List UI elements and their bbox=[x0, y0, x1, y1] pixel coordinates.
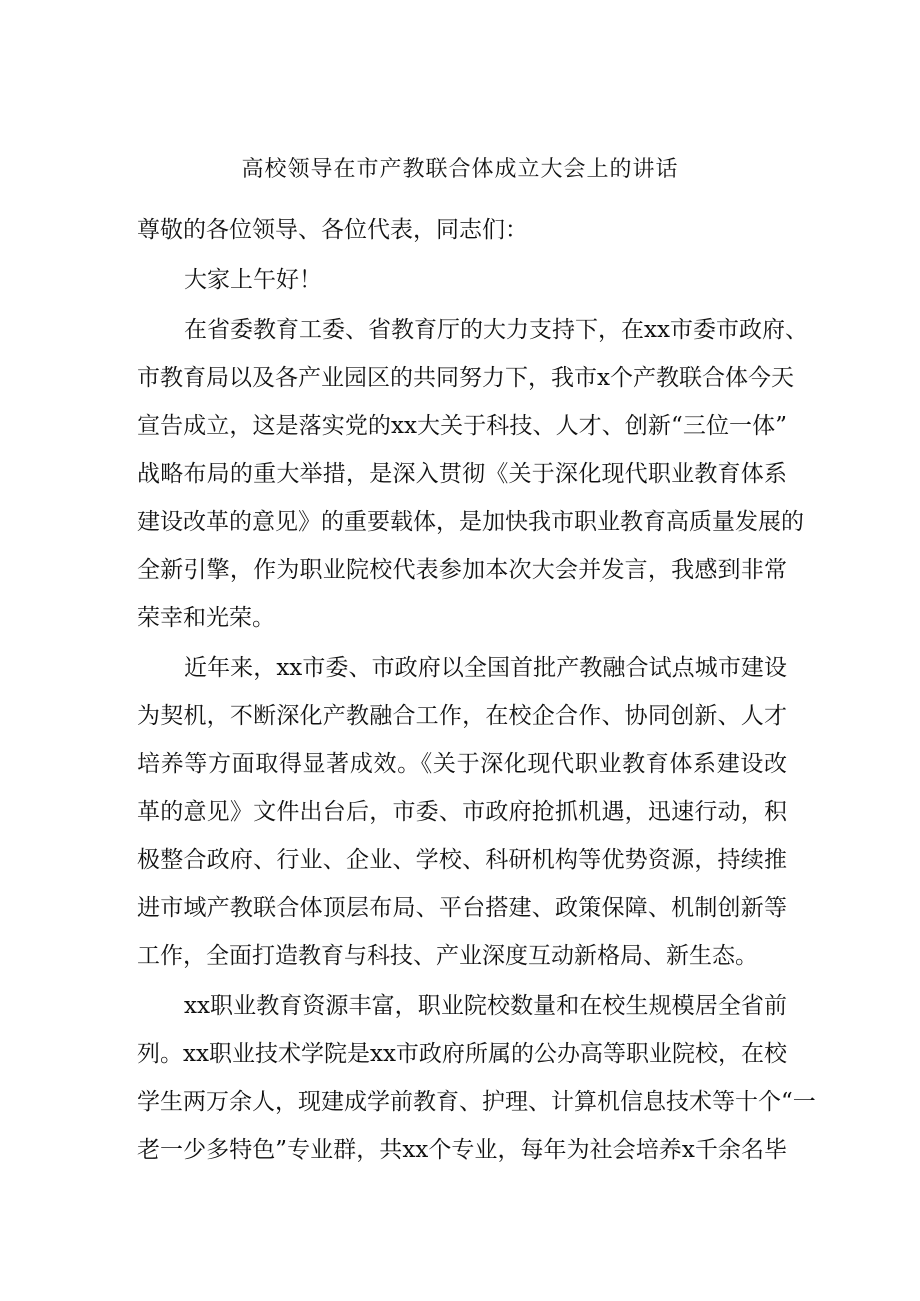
paragraph-line: 列。xx职业技术学院是xx市政府所属的公办高等职业院校，在校 bbox=[137, 1041, 787, 1067]
paragraph-line: 在省委教育工委、省教育厅的大力支持下，在xx市委市政府、 bbox=[184, 317, 808, 343]
paragraph-line: 荣幸和光荣。 bbox=[137, 605, 275, 631]
paragraph-line: 极整合政府、行业、企业、学校、科研机构等优势资源，持续推 bbox=[137, 847, 787, 873]
paragraph-line: 学生两万余人，现建成学前教育、护理、计算机信息技术等十个“一 bbox=[137, 1089, 816, 1115]
document-title: 高校领导在市产教联合体成立大会上的讲话 bbox=[241, 157, 679, 182]
greeting: 大家上午好！ bbox=[184, 267, 322, 293]
paragraph-line: 进市域产教联合体顶层布局、平台搭建、政策保障、机制创新等 bbox=[137, 895, 787, 921]
paragraph-line: 革的意见》文件出台后，市委、市政府抢抓机遇，迅速行动，积 bbox=[137, 799, 787, 825]
paragraph-line: 为契机，不断深化产教融合工作，在校企合作、协同创新、人才 bbox=[137, 703, 787, 729]
paragraph-line: 全新引擎，作为职业院校代表参加本次大会并发言，我感到非常 bbox=[137, 557, 787, 583]
paragraph-line: 工作，全面打造教育与科技、产业深度互动新格局、新生态。 bbox=[137, 943, 758, 969]
paragraph-line: 战略布局的重大举措，是深入贯彻《关于深化现代职业教育体系 bbox=[137, 461, 787, 487]
paragraph-line: 培养等方面取得显著成效。《关于深化现代职业教育体系建设改 bbox=[137, 751, 787, 777]
salutation: 尊敬的各位领导、各位代表，同志们： bbox=[137, 217, 528, 243]
paragraph-line: 宣告成立，这是落实党的xx大关于科技、人才、创新“三位一体” bbox=[137, 413, 787, 439]
paragraph-line: 老一少多特色”专业群，共xx个专业，每年为社会培养x千余名毕 bbox=[137, 1137, 787, 1163]
paragraph-line: xx职业教育资源丰富，职业院校数量和在校生规模居全省前 bbox=[184, 993, 787, 1019]
paragraph-line: 近年来，xx市委、市政府以全国首批产教融合试点城市建设 bbox=[184, 655, 787, 681]
paragraph-line: 建设改革的意见》的重要载体，是加快我市职业教育高质量发展的 bbox=[137, 509, 804, 535]
paragraph-line: 市教育局以及各产业园区的共同努力下，我市x个产教联合体今天 bbox=[137, 365, 794, 391]
